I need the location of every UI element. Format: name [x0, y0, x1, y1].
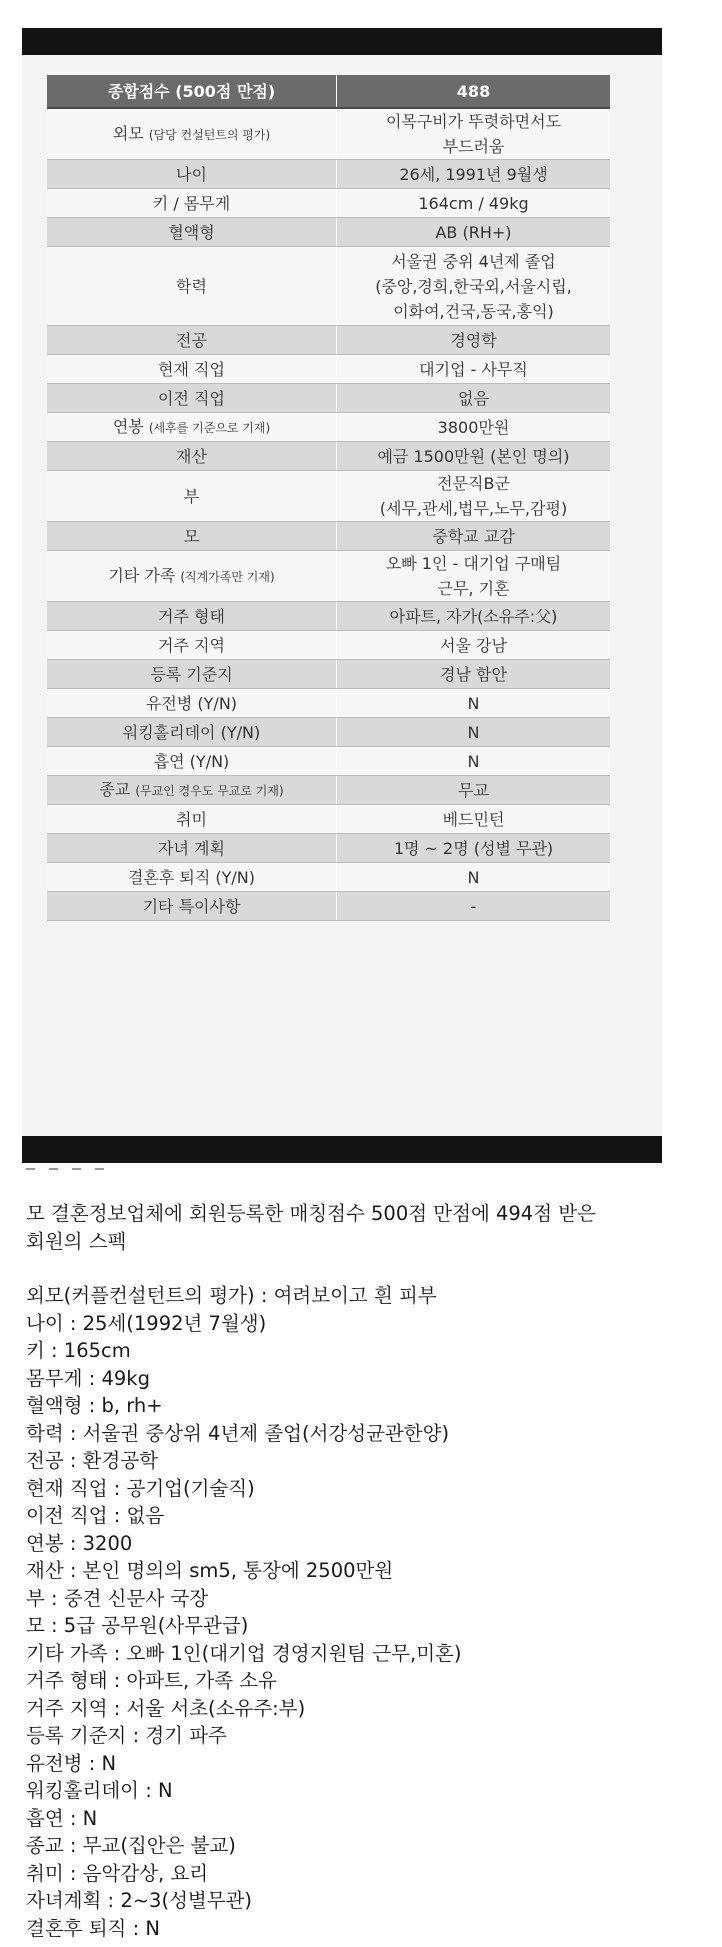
spec-row-value: 베드민턴: [337, 805, 611, 834]
spec-row-label: [47, 247, 337, 326]
spec-row-value: 26세, 1991년 9월생: [337, 160, 611, 189]
spec-row: [47, 160, 610, 189]
spec-row: [47, 108, 610, 160]
spec-row-label-text: 기타 특이사항: [142, 896, 241, 916]
spec-row-value: 대기업 - 사무직: [337, 355, 611, 384]
intro-line: 회원의 스펙: [26, 1229, 127, 1253]
spec-row-label: [47, 189, 337, 218]
spec-row-label-text: 종교: [99, 779, 131, 799]
spec-row-label: [47, 631, 337, 660]
bottom-black-bar: [22, 1136, 662, 1163]
intro-line: 모 결혼정보업체에 회원등록한 매칭점수 500점 만점에 494점 받은: [26, 1202, 596, 1225]
spec-row-label: [47, 551, 337, 602]
spec-row-label: [47, 355, 337, 384]
spec-row: [47, 471, 610, 522]
spec-text-line: 결혼후 퇴직 : N: [26, 1916, 160, 1940]
spec-row-label-text: 자녀 계획: [158, 838, 225, 858]
spec-text-line: 몸무게 : 49kg: [26, 1366, 150, 1390]
spec-row: [47, 718, 610, 747]
spec-row-label-text: 현재 직업: [158, 359, 225, 379]
spec-row-label-text: 혈액형: [168, 222, 215, 242]
spec-row-label: [47, 413, 337, 442]
spec-row: [47, 247, 610, 326]
spec-row: [47, 218, 610, 247]
spec-text-line: 학력 : 서울권 중상위 4년제 졸업(서강성균관한양): [26, 1421, 450, 1445]
spec-row-label: [47, 718, 337, 747]
spec-row-label-text: 유전병 (Y/N): [145, 693, 238, 713]
spec-row-value: 예금 1500만원 (본인 명의): [337, 442, 611, 471]
spec-row-label-note: (직계가족만 기재): [180, 569, 275, 584]
spec-row: [47, 834, 610, 863]
spec-text-line: 나이 : 25세(1992년 7월생): [26, 1311, 267, 1335]
spec-row-value: 없음: [337, 384, 611, 413]
spec-text-line: 기타 가족 : 오빠 1인(대기업 경영지원팀 근무,미혼): [26, 1641, 462, 1665]
spec-row-value: 오빠 1인 - 대기업 구매팀 근무, 기혼: [337, 551, 611, 602]
spec-row-label: [47, 442, 337, 471]
spec-row-label-text: 결혼후 퇴직 (Y/N): [127, 867, 256, 887]
spec-row-label-note: (세후를 기준으로 기재): [148, 420, 271, 435]
spec-row-label-text: 연봉: [112, 416, 144, 436]
spec-row: [47, 805, 610, 834]
spec-row: [47, 355, 610, 384]
spec-row-label: [47, 160, 337, 189]
spec-row-label: [47, 660, 337, 689]
spec-row-value: 이목구비가 뚜렷하면서도 부드러움: [337, 108, 611, 160]
spec-text-line: 종교 : 무교(집안은 불교): [26, 1834, 236, 1857]
spec-row-value: 중학교 교감: [337, 522, 611, 551]
spec-row-label: [47, 747, 337, 776]
spec-row-value: N: [337, 718, 611, 747]
spec-row-value: 아파트, 자가(소유주:父): [337, 602, 611, 631]
spec-row-label-text: 부: [183, 486, 200, 506]
spec-row: [47, 413, 610, 442]
spec-row: [47, 384, 610, 413]
spec-row: [47, 189, 610, 218]
spec-row-label-text: 모: [183, 526, 200, 546]
spec-row-label-text: 나이: [176, 164, 207, 184]
spec-row-value: N: [337, 863, 611, 892]
spec-text-line: 모 : 5급 공무원(사무관급): [26, 1614, 249, 1637]
spec-row-value: N: [337, 747, 611, 776]
spec-text-line: 키 : 165cm: [26, 1339, 131, 1362]
spec-text-line: 이전 직업 : 없음: [26, 1504, 165, 1527]
comparison-text: [26, 1200, 706, 1942]
spec-row: [47, 863, 610, 892]
spec-row-label-text: 취미: [176, 809, 207, 829]
spec-row-label: [47, 384, 337, 413]
spec-row: [47, 747, 610, 776]
spec-row: [47, 326, 610, 355]
spec-text-line: 연봉 : 3200: [26, 1531, 133, 1555]
score-header-label: 종합점수 (500점 만점): [47, 75, 337, 108]
cropped-text-remnant: [26, 1168, 176, 1176]
spec-row-label-note: (담당 컨설턴트의 평가): [148, 127, 271, 142]
spec-row-label-note: (무교인 경우도 무교로 기재): [135, 783, 284, 798]
spec-row-label: [47, 863, 337, 892]
spec-row-value: 서울 강남: [337, 631, 611, 660]
spec-row-label: [47, 892, 337, 921]
spec-text-line: 부 : 중견 신문사 국장: [26, 1586, 209, 1610]
spec-row-value: 무교: [337, 776, 611, 805]
spec-row: [47, 660, 610, 689]
spec-row-label: [47, 218, 337, 247]
spec-row-label-text: 학력: [176, 276, 207, 296]
spec-row-label: [47, 108, 337, 160]
spec-row-label: [47, 776, 337, 805]
spec-row: [47, 776, 610, 805]
spec-text-line: 유전병 : N: [26, 1751, 117, 1775]
spec-row-value: 전문직B군 (세무,관세,법무,노무,감평): [337, 471, 611, 522]
spec-row-label-text: 이전 직업: [158, 388, 225, 408]
spec-row-value: -: [337, 892, 611, 921]
spec-text-line: 혈액형 : b, rh+: [26, 1394, 163, 1417]
spec-row: [47, 689, 610, 718]
spec-row: [47, 522, 610, 551]
spec-row-value: 경영학: [337, 326, 611, 355]
comparison-spec-list: [26, 1282, 706, 1942]
spec-text-line: 외모(커플컨설턴트의 평가) : 여려보이고 흰 피부: [26, 1284, 437, 1307]
spec-table: [47, 75, 610, 921]
spec-row-label: [47, 326, 337, 355]
spec-row-label: [47, 689, 337, 718]
spec-row-value: 164cm / 49kg: [337, 189, 611, 218]
spec-text-line: 흡연 : N: [26, 1806, 98, 1830]
top-black-bar: [22, 28, 662, 55]
spec-text-line: 거주 지역 : 서울 서초(소유주:부): [26, 1696, 306, 1720]
spec-text-line: 전공 : 환경공학: [26, 1449, 158, 1472]
spec-row-label: [47, 834, 337, 863]
spec-row-label: [47, 522, 337, 551]
score-header-value: 488: [337, 75, 611, 108]
spec-row-label-text: 키 / 몸무게: [152, 193, 231, 213]
spec-row: [47, 892, 610, 921]
spec-row: [47, 442, 610, 471]
spec-row-label-text: 거주 형태: [158, 606, 225, 626]
spec-row: [47, 631, 610, 660]
spec-text-line: 재산 : 본인 명의의 sm5, 통장에 2500만원: [26, 1559, 394, 1582]
spec-row-label-text: 기타 가족: [108, 565, 176, 585]
spec-row-value: 서울권 중위 4년제 졸업 (중앙,경희,한국외,서울시립, 이화여,건국,동국,홍익): [337, 247, 611, 326]
spec-row-value: 1명 ~ 2명 (성별 무관): [337, 834, 611, 863]
score-header-row: [47, 75, 610, 108]
spec-text-line: 현재 직업 : 공기업(기술직): [26, 1476, 255, 1500]
spec-row-value: N: [337, 689, 611, 718]
spec-row-label-text: 전공: [176, 330, 207, 350]
spec-row-label-text: 외모: [112, 123, 144, 143]
spec-row: [47, 602, 610, 631]
spec-row-value: AB (RH+): [337, 218, 611, 247]
spec-text-line: 등록 기준지 : 경기 파주: [26, 1724, 227, 1747]
spec-text-line: 자녀계획 : 2~3(성별무관): [26, 1889, 253, 1912]
spec-row-label-text: 거주 지역: [158, 635, 225, 655]
spec-row-label-text: 워킹홀리데이 (Y/N): [122, 722, 261, 742]
spec-row-value: 3800만원: [337, 413, 611, 442]
spec-row-label: [47, 471, 337, 522]
spec-row-label: [47, 805, 337, 834]
comparison-intro: [26, 1200, 706, 1255]
spec-text-line: 워킹홀리데이 : N: [26, 1779, 173, 1802]
spec-row-label-text: 등록 기준지: [150, 664, 233, 684]
spec-row-label-text: 재산: [176, 446, 207, 466]
spec-row-label: [47, 602, 337, 631]
spec-row-value: 경남 함안: [337, 660, 611, 689]
spec-text-line: 거주 형태 : 아파트, 가족 소유: [26, 1669, 277, 1692]
spec-row: [47, 551, 610, 602]
spec-text-line: 취미 : 음악감상, 요리: [26, 1861, 209, 1885]
spec-row-label-text: 흡연 (Y/N): [153, 751, 230, 771]
